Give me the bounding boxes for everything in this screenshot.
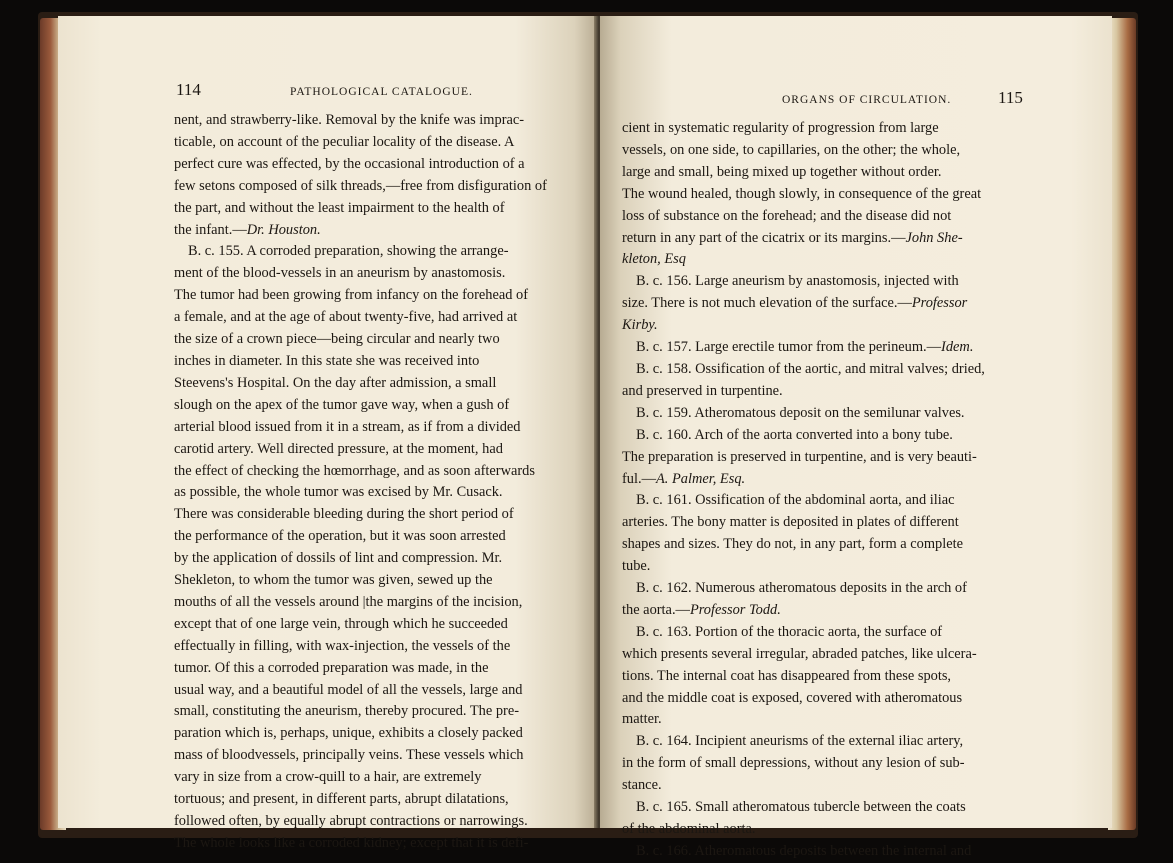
text-line: in the form of small depressions, without any lesion of sub- <box>622 755 965 772</box>
left-page-text <box>174 110 586 855</box>
text-line: usual way, and a beautiful model of all the vessels, large and <box>174 681 523 698</box>
text-line: The tumor had been growing from infancy on the forehead of <box>174 287 529 304</box>
text-line: vary in size from a crow-quill to a hair, are extremely <box>174 769 482 786</box>
text-line <box>622 315 1024 337</box>
attribution: Kirby. <box>622 317 658 334</box>
text-line-part: the infant.— <box>174 221 247 238</box>
text-line <box>622 337 1024 359</box>
text-line: B. c. 162. Numerous atheromatous deposits in the arch of <box>636 580 967 597</box>
text-line: tumor. Of this a corroded preparation was made, in the <box>174 659 489 676</box>
left-page <box>58 16 596 851</box>
text-line: The preparation is preserved in turpentine, and is very beauti- <box>622 448 977 465</box>
right-running-head: ORGANS OF CIRCULATION. <box>782 94 952 106</box>
text-line: arteries. The bony matter is deposited in plates of different <box>622 514 959 531</box>
text-line: as possible, the whole tumor was excised by Mr. Cusack. <box>174 484 503 501</box>
text-line: followed often, by equally abrupt contractions or narrowings. <box>174 813 528 829</box>
text-line: ticable, on account of the peculiar locality of the disease. A <box>174 133 515 150</box>
text-line-part: B. c. 157. Large erectile tumor from the perineum.— <box>636 339 942 356</box>
text-line: tions. The internal coat has disappeared from these spots, <box>622 667 952 684</box>
text-line: B. c. 164. Incipient aneurisms of the external iliac artery, <box>636 733 964 750</box>
text-line: paration which is, perhaps, unique, exhibits a closely packed <box>174 725 523 742</box>
text-line-part: return in any part of the cicatrix or its margins.— <box>622 229 906 246</box>
text-line: B. c. 163. Portion of the thoracic aorta, the surface of <box>636 623 943 640</box>
text-line: Steevens's Hospital. On the day after admission, a small <box>174 374 497 391</box>
text-line: by the application of dossils of lint and compression. Mr. <box>174 550 503 567</box>
text-line: cient in systematic regularity of progression from large <box>622 120 939 136</box>
text-line: B. c. 159. Atheromatous deposit on the semilunar valves. <box>636 404 965 421</box>
text-line: B. c. 156. Large aneurism by anastomosis, injected with <box>636 273 959 290</box>
text-line: the performance of the operation, but it was soon arrested <box>174 528 506 545</box>
text-line <box>622 293 1024 315</box>
text-line: stance. <box>622 777 662 794</box>
text-line: The whole looks like a corroded kidney; except that it is defi- <box>174 834 529 851</box>
text-line: mass of bloodvessels, principally veins. These vessels which <box>174 747 524 764</box>
right-page-text <box>622 118 1024 863</box>
text-line: and preserved in turpentine. <box>622 382 783 399</box>
text-line <box>622 469 1024 491</box>
attribution: kleton, Esq <box>622 251 686 268</box>
text-line: the effect of checking the hœmorrhage, and as soon afterwards <box>174 462 535 479</box>
text-line: slough on the apex of the tumor gave way, when a gush of <box>174 396 510 413</box>
text-line: arterial blood issued from it in a stream, as if from a divided <box>174 418 521 435</box>
text-line: the size of a crown piece—being circular and nearly two <box>174 331 500 348</box>
text-line: perfect cure was effected, by the occasional introduction of a <box>174 155 525 172</box>
text-line: loss of substance on the forehead; and the disease did not <box>622 207 952 224</box>
text-line: B. c. 160. Arch of the aorta converted into a bony tube. <box>636 426 953 443</box>
text-line: The wound healed, though slowly, in consequence of the great <box>622 185 982 202</box>
text-line: B. c. 166. Atheromatous deposits between the internal and <box>636 842 972 859</box>
text-line <box>622 600 1024 622</box>
text-line <box>174 220 586 242</box>
text-line: except that of one large vein, through which he succeeded <box>174 615 508 632</box>
text-line: of the abdominal aorta. <box>622 821 756 837</box>
attribution: Professor <box>911 295 968 312</box>
text-line: Shekleton, to whom the tumor was given, sewed up the <box>174 572 493 589</box>
text-line: tortuous; and present, in different parts, abrupt dilatations, <box>174 791 509 808</box>
attribution: John She- <box>905 229 963 246</box>
left-running-head: PATHOLOGICAL CATALOGUE. <box>290 86 473 98</box>
text-line: ment of the blood-vessels in an aneurism by anastomosis. <box>174 265 506 282</box>
right-page-number: 115 <box>998 88 1023 107</box>
text-line: shapes and sizes. They do not, in any part, form a complete <box>622 536 964 553</box>
text-line: B. c. 158. Ossification of the aortic, and mitral valves; dried, <box>636 360 985 377</box>
text-line: effectually in filling, with wax-injection, the vessels of the <box>174 637 511 654</box>
right-page <box>600 16 1112 859</box>
attribution: Professor Todd. <box>689 601 781 618</box>
text-line: mouths of all the vessels around |the margins of the incision, <box>174 593 523 610</box>
text-line <box>622 249 1024 271</box>
text-line-part: ful.— <box>622 470 656 487</box>
book-edge-right <box>1108 18 1136 830</box>
text-line-part: the aorta.— <box>622 601 690 618</box>
text-line: matter. <box>622 711 662 728</box>
text-line: There was considerable bleeding during the short period of <box>174 506 514 523</box>
text-line: nent, and strawberry-like. Removal by the knife was imprac- <box>174 112 525 128</box>
text-line: inches in diameter. In this state she was received into <box>174 352 480 369</box>
text-line-part: size. There is not much elevation of the surface.— <box>622 295 912 312</box>
text-line: B. c. 161. Ossification of the abdominal aorta, and iliac <box>636 492 955 509</box>
attribution: Idem. <box>941 339 974 356</box>
text-line: B. c. 155. A corroded preparation, showing the arrange- <box>188 243 509 260</box>
text-line: few setons composed of silk threads,—free from disfiguration of <box>174 177 547 194</box>
text-line: which presents several irregular, abraded patches, like ulcera- <box>622 645 977 662</box>
left-page-number: 114 <box>176 80 201 99</box>
text-line: large and small, being mixed up together without order. <box>622 163 942 180</box>
text-line: carotid artery. Well directed pressure, at the moment, had <box>174 440 503 457</box>
text-line <box>622 228 1024 250</box>
text-line: small, constituting the aneurism, thereby procured. The pre- <box>174 703 520 720</box>
text-line: a female, and at the age of about twenty-five, had arrived at <box>174 309 518 326</box>
text-line: vessels, on one side, to capillaries, on the other; the whole, <box>622 141 961 158</box>
text-line: B. c. 165. Small atheromatous tubercle between the coats <box>636 799 966 816</box>
text-line: tube. <box>622 558 651 575</box>
text-line: and the middle coat is exposed, covered with atheromatous <box>622 689 963 706</box>
text-line: the part, and without the least impairment to the health of <box>174 199 505 216</box>
attribution: Dr. Houston. <box>246 221 321 238</box>
attribution: A. Palmer, Esq. <box>655 470 746 487</box>
